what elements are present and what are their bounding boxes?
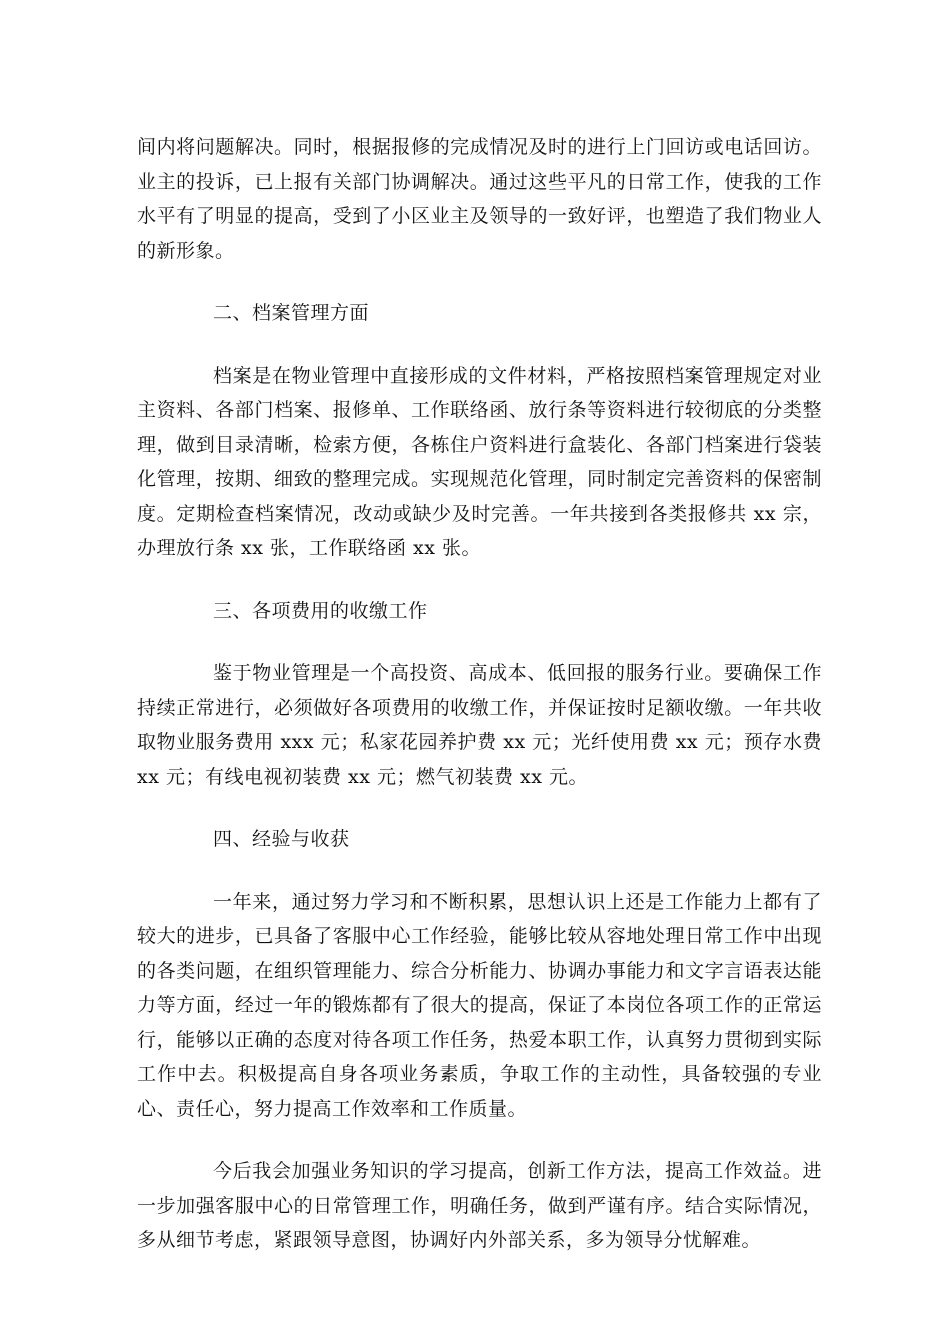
- section-heading-experience: 四、经验与收获: [213, 828, 350, 850]
- continued-paragraph: 间内将问题解决。同时，根据报修的完成情况及时的进行上门回访或电话回访。业主的投诉，已上报有关部门协调解决。通过这些平凡的日常工作，使我的工作水平有了明显的提高，受到了小区业主及领导的一致好评，也塑造了我们物业人的新形象。: [137, 136, 822, 262]
- document-body: [137, 130, 822, 1286]
- section-body-fee-collection: 鉴于物业管理是一个高投资、高成本、低回报的服务行业。要确保工作持续正常进行，必须做好各项费用的收缴工作，并保证按时足额收缴。一年共收取物业服务费用 xxx 元；私家花园养护费 xx 元；光纤使用费 xx 元；预存水费 xx 元；有线电视初装费 xx 元；燃气初装费 xx 元。: [137, 662, 822, 788]
- section-body-experience: 一年来，通过努力学习和不断积累，思想认识上还是工作能力上都有了较大的进步，已具备了客服中心工作经验，能够比较从容地处理日常工作中出现的各类问题，在组织管理能力、综合分析能力、协调办事能力和文字言语表达能力等方面，经过一年的锻炼都有了很大的提高，保证了本岗位各项工作的正常运行，能够以正确的态度对待各项工作任务，热爱本职工作，认真努力贯彻到实际工作中去。积极提高自身各项业务素质，争取工作的主动性，具备较强的专业心、责任心，努力提高工作效率和工作质量。: [137, 890, 822, 1120]
- section-heading-fee-collection: 三、各项费用的收缴工作: [213, 599, 428, 622]
- section-heading-archive-management: 二、档案管理方面: [213, 302, 370, 324]
- section-body-archive-management: 档案是在物业管理中直接形成的文件材料，严格按照档案管理规定对业主资料、各部门档案、报修单、工作联络函、放行条等资料进行较彻底的分类整理，做到目录清晰，检索方便，各栋住户资料进行盒装化、各部门档案进行袋装化管理，按期、细致的整理完成。实现规范化管理，同时制定完善资料的保密制度。定期检查档案情况，改动或缺少及时完善。一年共接到各类报修共 xx 宗，办理放行条 xx 张，工作联络函 xx 张。: [137, 364, 822, 559]
- closing-paragraph: 今后我会加强业务知识的学习提高，创新工作方法，提高工作效益。进一步加强客服中心的日常管理工作，明确任务，做到严谨有序。结合实际情况，多从细节考虑，紧跟领导意图，协调好内外部关系，多为领导分忧解难。: [137, 1160, 822, 1251]
